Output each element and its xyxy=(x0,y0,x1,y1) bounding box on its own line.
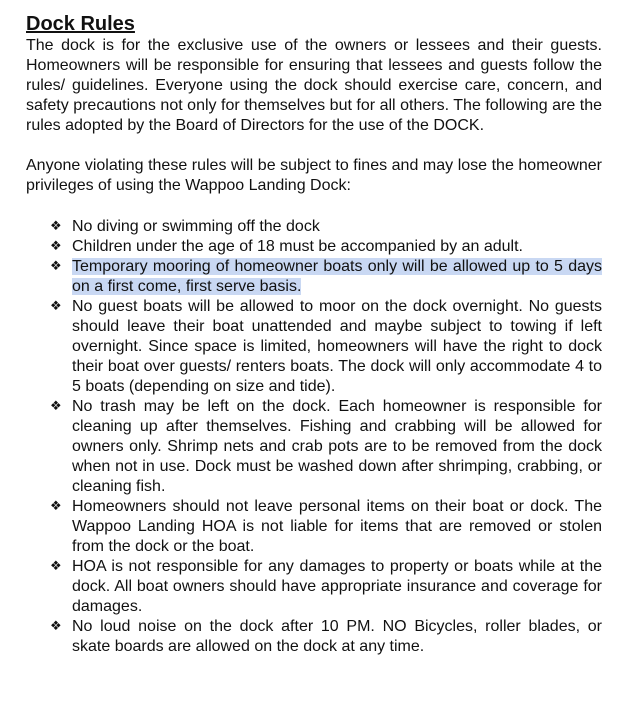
rule-text: Children under the age of 18 must be accompanied by an adult. xyxy=(72,238,523,255)
rule-item xyxy=(26,557,602,617)
diamond-bullet-icon: ❖ xyxy=(50,559,62,574)
rule-item xyxy=(26,217,602,237)
page-title: Dock Rules xyxy=(26,13,135,35)
rule-text: HOA is not responsible for any damages to property or boats while at the dock. All boat owners should have appropriate insurance and coverage for damages. xyxy=(72,558,602,615)
rule-text: Homeowners should not leave personal items on their boat or dock. The Wappoo Landing HOA is not liable for items that are removed or stolen from the dock or the boat. xyxy=(72,498,602,555)
highlighted-rule-text[interactable]: Temporary mooring of homeowner boats only will be allowed up to 5 days on a first come, first serve basis. xyxy=(72,258,602,295)
diamond-bullet-icon: ❖ xyxy=(50,239,62,254)
rule-text: No diving or swimming off the dock xyxy=(72,218,320,235)
rule-text: No guest boats will be allowed to moor on the dock overnight. No guests should leave their boat unattended and maybe subject to towing if left overnight. Since space is limited, homeowners will have the right to dock their boat over guests/ renters boats. The dock will only accommodate 4 to 5 boats (depending on size and tide). xyxy=(72,298,602,395)
intro-paragraph: The dock is for the exclusive use of the owners or lessees and their guests. Homeowners will be responsible for ensuring that lessees and guests follow the rules/ guidelines. Everyone using the dock should exercise care, concern, and safety precautions not only for themselves but for all others. The following are the rules adopted by the Board of Directors for the use of the DOCK. xyxy=(26,37,602,134)
rule-item xyxy=(26,237,602,257)
diamond-bullet-icon: ❖ xyxy=(50,499,62,514)
warning-paragraph: Anyone violating these rules will be subject to fines and may lose the homeowner privileges of using the Wappoo Landing Dock: xyxy=(26,157,602,194)
rule-item xyxy=(26,497,602,557)
diamond-bullet-icon: ❖ xyxy=(50,299,62,314)
diamond-bullet-icon: ❖ xyxy=(50,259,62,274)
diamond-bullet-icon: ❖ xyxy=(50,619,62,634)
rule-item xyxy=(26,297,602,397)
diamond-bullet-icon: ❖ xyxy=(50,399,62,414)
rule-item xyxy=(26,397,602,497)
rule-text: No loud noise on the dock after 10 PM. NO Bicycles, roller blades, or skate boards are allowed on the dock at any time. xyxy=(72,618,602,655)
document-page xyxy=(26,12,602,657)
rule-text: No trash may be left on the dock. Each homeowner is responsible for cleaning up after themselves. Fishing and crabbing will be allowed for owners only. Shrimp nets and crab pots are to be removed from the dock when not in use. Dock must be washed down after shrimping, crabbing, or cleaning fish. xyxy=(72,398,602,495)
rules-list xyxy=(26,217,602,657)
rule-item-highlighted xyxy=(26,257,602,297)
rule-item xyxy=(26,617,602,657)
diamond-bullet-icon: ❖ xyxy=(50,219,62,234)
